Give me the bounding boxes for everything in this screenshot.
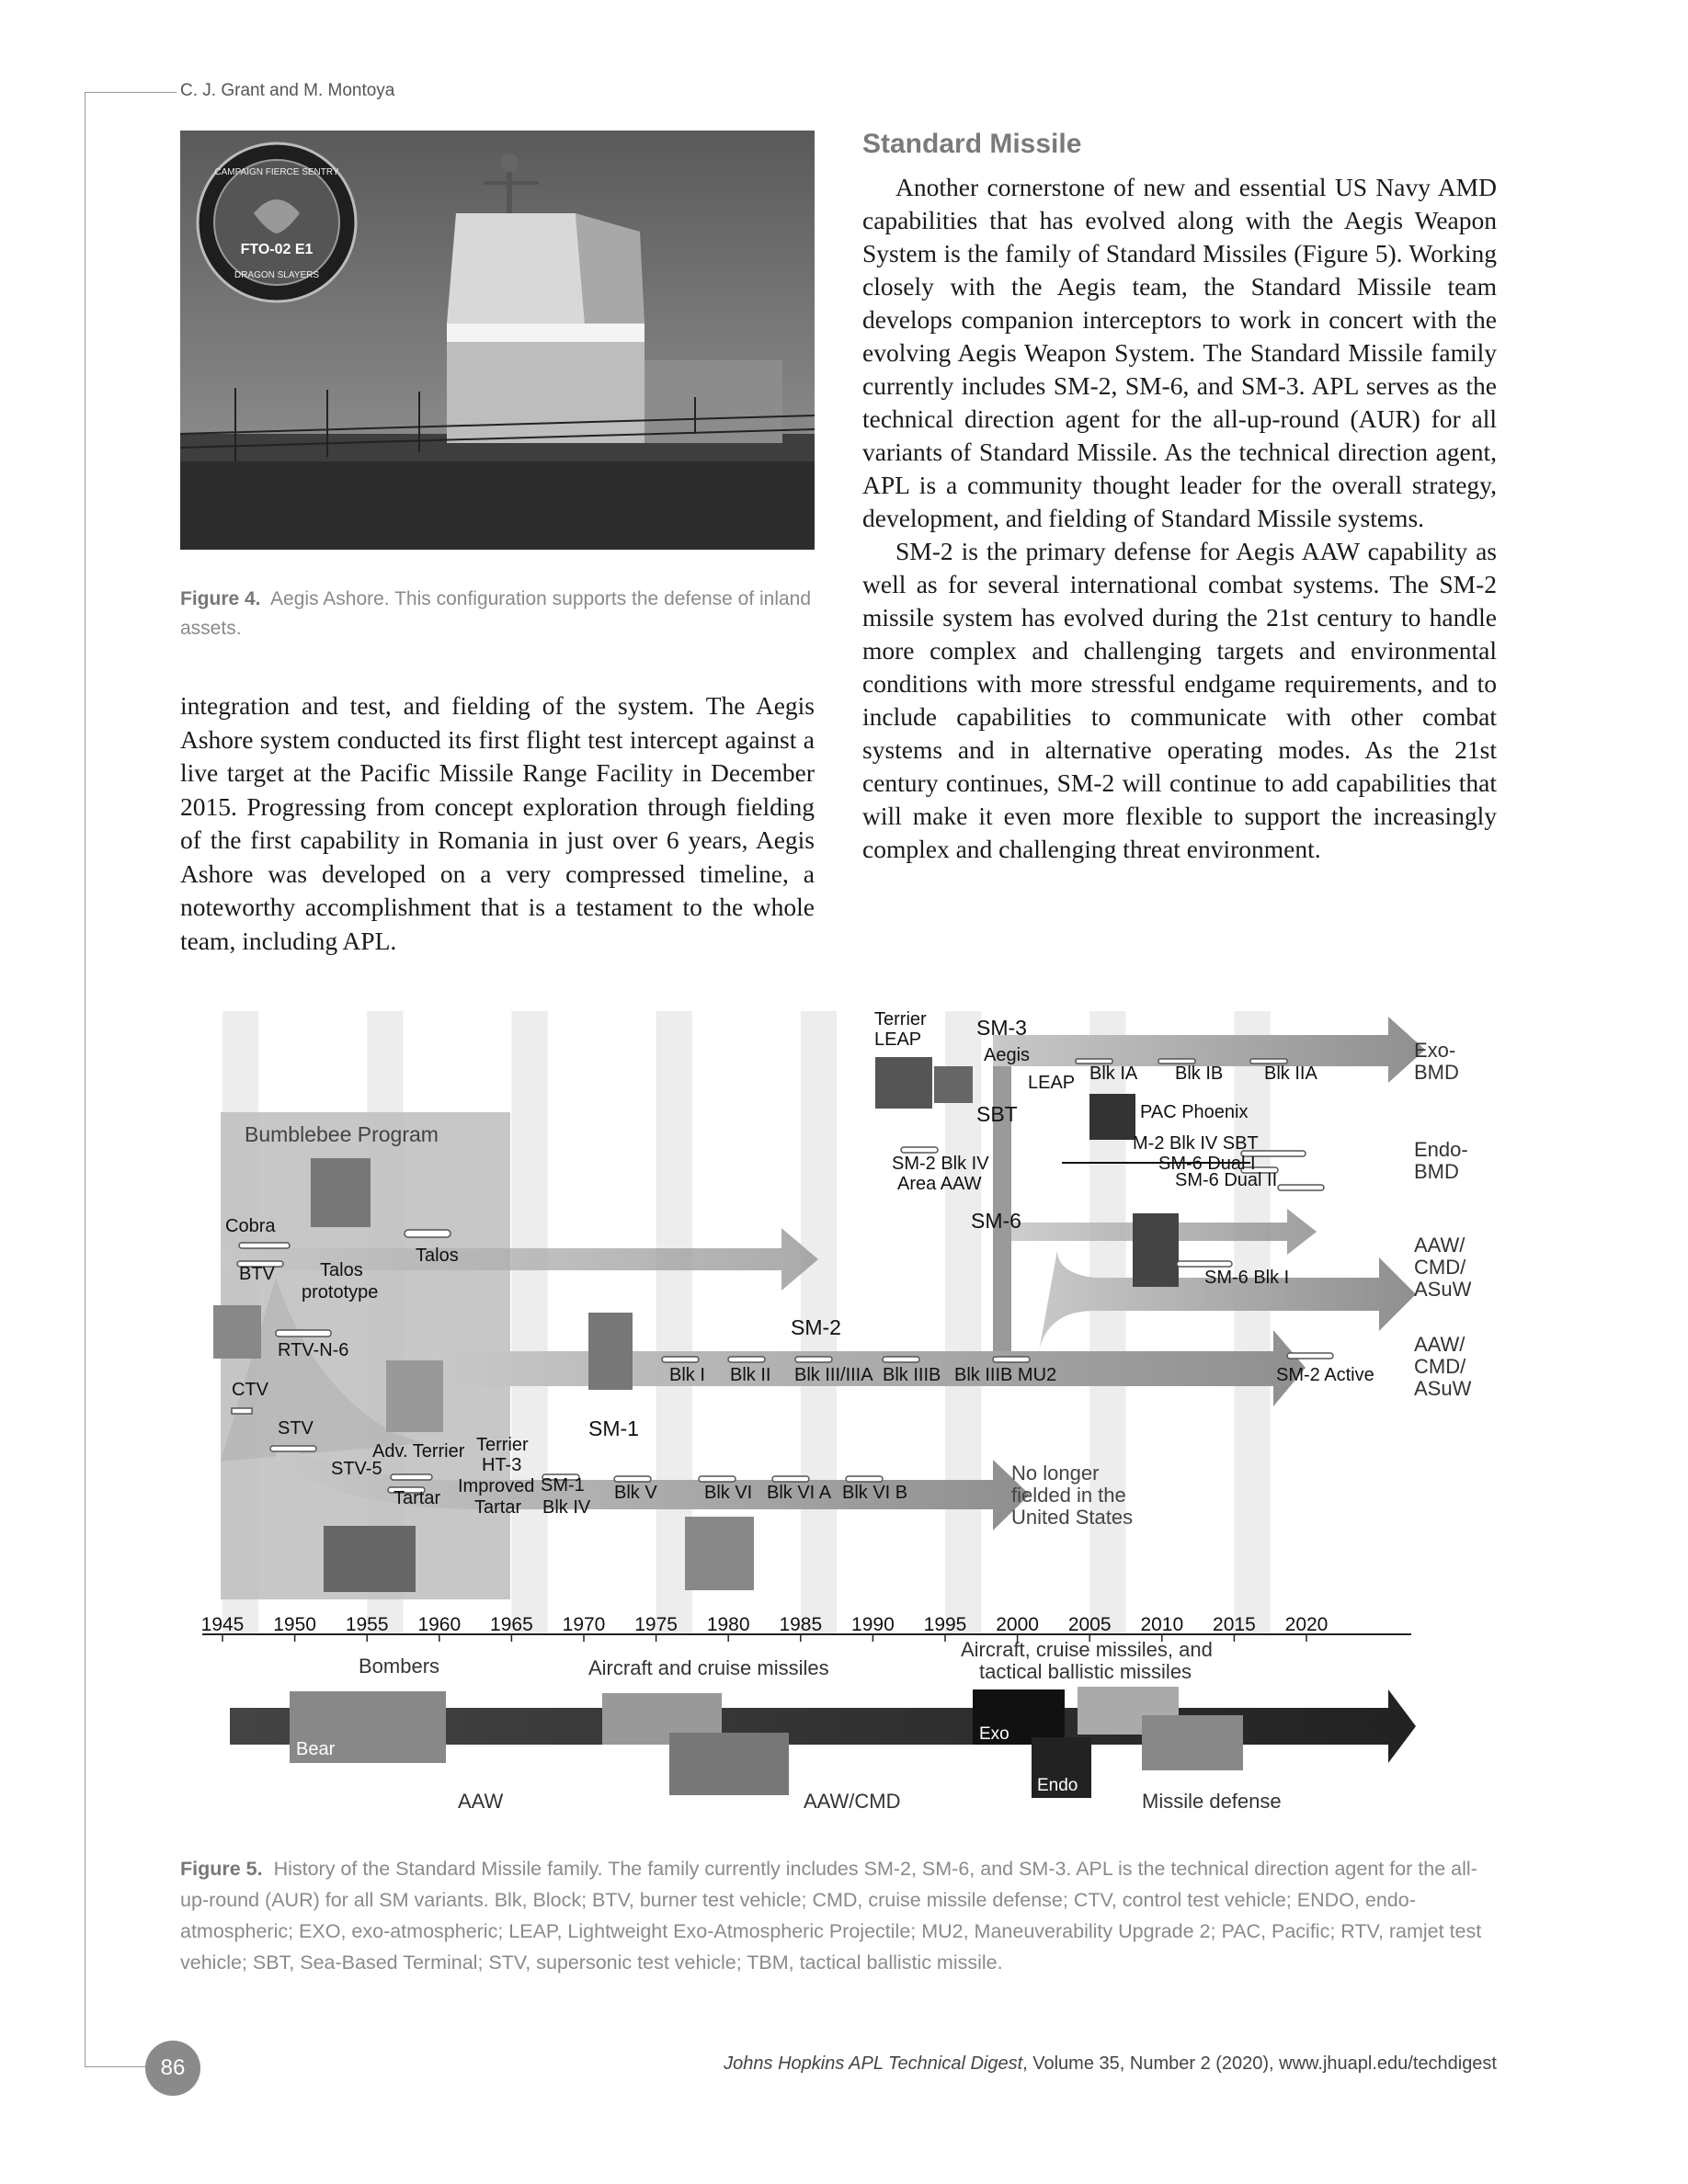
label-cobra: Cobra (225, 1216, 276, 1236)
label-adv-terrier: Adv. Terrier (372, 1441, 465, 1462)
year-label: 1965 (490, 1614, 533, 1635)
label-aaw2-c: ASuW (1414, 1377, 1471, 1400)
label-sm6dual2: SM-6 Dual II (1175, 1170, 1278, 1190)
photo-pac-phoenix (1089, 1094, 1135, 1140)
right-column-text (862, 171, 1497, 866)
label-blk3b: Blk IIIB (883, 1365, 941, 1385)
label-sm2-active: SM-2 Active (1276, 1365, 1374, 1385)
photo-bumblebee (311, 1158, 371, 1227)
label-aaw1-a: AAW/ (1414, 1234, 1466, 1257)
badge-top-text: CAMPAIGN FIERCE SENTRY (214, 167, 339, 177)
label-stv: STV (278, 1418, 314, 1439)
timeline-stripe (511, 1011, 547, 1634)
year-label: 1955 (345, 1614, 389, 1635)
label-bear: Bear (296, 1739, 336, 1759)
figure5-caption-label: Figure 5. (180, 1858, 263, 1880)
running-head-authors: C. J. Grant and M. Montoya (180, 81, 395, 100)
label-stv5: STV-5 (331, 1459, 382, 1479)
label-pac-phoenix: PAC Phoenix (1140, 1102, 1249, 1122)
label-sm2blk4sbt: M-2 Blk IV SBT (1133, 1133, 1259, 1154)
bumblebee-label: Bumblebee Program (245, 1122, 439, 1146)
label-blkia: Blk IA (1089, 1064, 1138, 1084)
label-sm6blk1: SM-6 Blk I (1204, 1268, 1290, 1288)
label-aircraft-tbm-b: tactical ballistic missiles (979, 1660, 1192, 1683)
label-terrier-leap-a: Terrier (874, 1009, 927, 1029)
frame-rule-top (85, 92, 177, 93)
frame-rule-left (85, 92, 86, 2066)
figure4-photo (180, 131, 815, 550)
label-aaw1-b: CMD/ (1414, 1256, 1466, 1279)
label-aaw2-a: AAW/ (1414, 1333, 1466, 1356)
label-aawcmd-bottom: AAW/CMD (804, 1790, 901, 1811)
label-blkib: Blk IB (1175, 1064, 1224, 1084)
label-blk6: Blk VI (704, 1483, 753, 1503)
figure5-caption (180, 1853, 1504, 1978)
photo-terrier-leap (875, 1057, 932, 1109)
footer-details: , Volume 35, Number 2 (2020), www.jhuapl.edu/techdigest (1022, 2053, 1497, 2074)
label-terrier-leap-b: LEAP (874, 1029, 922, 1050)
year-label: 2000 (996, 1614, 1039, 1635)
label-no-longer-a: No longer (1011, 1462, 1100, 1484)
label-btv: BTV (239, 1264, 275, 1284)
label-aircraft-tbm-a: Aircraft, cruise missiles, and (961, 1638, 1213, 1661)
label-bombers: Bombers (359, 1655, 440, 1678)
label-aircraft-cruise: Aircraft and cruise missiles (588, 1656, 829, 1679)
figure5-diagram (184, 1002, 1471, 1811)
page-number: 86 (145, 2041, 200, 2096)
label-improved-tartar-b: Tartar (474, 1497, 522, 1518)
label-sm1: SM-1 (588, 1416, 639, 1440)
badge-mid-text: FTO-02 E1 (240, 242, 314, 257)
left-column-text (180, 689, 815, 958)
label-endo-photo: Endo (1037, 1776, 1078, 1795)
year-label: 1995 (923, 1614, 967, 1635)
label-blk3bmu2: Blk IIIB MU2 (954, 1365, 1057, 1385)
photo-aircraft-3 (1142, 1715, 1243, 1770)
photo-sm1 (588, 1313, 633, 1390)
label-blk5: Blk V (614, 1483, 657, 1503)
label-blk2: Blk II (730, 1365, 771, 1385)
year-label: 2005 (1067, 1614, 1112, 1635)
photo-fighter (669, 1733, 789, 1795)
figure4-caption (180, 585, 824, 643)
year-label: 1960 (417, 1614, 462, 1635)
photo-sm6 (1133, 1213, 1179, 1287)
year-label: 1945 (200, 1614, 245, 1635)
label-terrier-ht3-b: HT-3 (482, 1455, 522, 1475)
figure5-svg (184, 1002, 1471, 1811)
label-blk6a: Blk VI A (767, 1483, 832, 1503)
label-endo-a: Endo- (1414, 1138, 1468, 1161)
figure4-caption-text: Aegis Ashore. This configuration supports the defense of inland assets. (180, 588, 812, 639)
right-paragraph-2: SM-2 is the primary defense for Aegis AAW capability as well as for several international combat systems. The SM-2 missile system has evolved during the 21st century to handle more complex and challenging targets and environmental conditions with more stressful endgame requirements, and to include capabilities to communicate with other combat systems and in alternative operating modes. As the 21st century continues, SM-2 will continue to add capabilities that will make it even more flexible to support the increasingly complex and challenging threat environment. (862, 537, 1497, 863)
label-sm1-blk4-b: Blk IV (542, 1497, 591, 1518)
label-leap: LEAP (1028, 1073, 1076, 1093)
photo-sm1-launch (685, 1517, 754, 1590)
label-rtv: RTV-N-6 (278, 1340, 349, 1360)
label-exo-photo: Exo (979, 1724, 1009, 1744)
label-endo-b: BMD (1414, 1160, 1459, 1183)
year-label: 2010 (1140, 1614, 1184, 1635)
left-paragraph: integration and test, and fielding of the system. The Aegis Ashore system conducted its first flight test intercept against a live target at the Pacific Missile Range Facility in December 2015. Progressing from concept exploration through fielding of the first capability in Romania in just over 6 years, Aegis Ashore was developed on a very compressed timeline, a noteworthy accomplishment that is a testament to the whole team, including APL. (180, 691, 815, 955)
year-label: 1990 (851, 1614, 895, 1635)
photo-aegis-leap (934, 1066, 973, 1103)
year-label: 1975 (634, 1614, 678, 1635)
label-aaw1-c: ASuW (1414, 1278, 1471, 1301)
label-sm6dual1: SM-6 Dual I (1158, 1154, 1256, 1174)
label-improved-tartar-a: Improved (458, 1476, 535, 1496)
photo-tartar (324, 1526, 416, 1592)
label-sm2blk4-area-b: Area AAW (897, 1174, 982, 1194)
label-tartar: Tartar (393, 1488, 441, 1508)
label-talos: Talos (416, 1246, 459, 1266)
label-ctv: CTV (232, 1380, 268, 1400)
label-sm1-blk4-a: SM-1 (541, 1475, 585, 1496)
label-no-longer-b: fielded in the (1011, 1484, 1126, 1507)
label-blk1: Blk I (669, 1365, 705, 1385)
year-label: 2015 (1213, 1614, 1256, 1635)
footer-journal: Johns Hopkins APL Technical Digest (724, 2053, 1023, 2074)
label-exo-b: BMD (1414, 1061, 1459, 1084)
label-aaw2-b: CMD/ (1414, 1355, 1466, 1378)
year-label: 1950 (273, 1614, 316, 1635)
label-exo-a: Exo- (1414, 1039, 1456, 1062)
label-terrier-ht3-a: Terrier (476, 1435, 529, 1455)
section-heading: Standard Missile (862, 129, 1082, 159)
label-aegis: Aegis (984, 1045, 1031, 1065)
label-missile-defense: Missile defense (1142, 1790, 1282, 1811)
label-talos-proto: Talos (320, 1260, 363, 1280)
label-talos-proto2: prototype (302, 1282, 379, 1302)
label-blk3: Blk III/IIIA (794, 1365, 873, 1385)
right-paragraph-1: Another cornerstone of new and essential US Navy AMD capabilities that has evolved along with the Aegis Weapon System is the family of Standard Missiles (Figure 5). Working closely with the Aegis team, the Standard Missile team develops companion interceptors to work in concert with the evolving Aegis Weapon System. The Standard Missile family currently includes SM-2, SM-6, and SM-3. APL serves as the technical direction agent for the all-up-round (AUR) for all variants of Standard Missile. As the technical direction agent, APL is a community thought leader for the overall strategy, development, and fielding of Standard Missile systems. (862, 173, 1497, 532)
label-sm3: SM-3 (976, 1016, 1027, 1040)
label-aaw-bottom: AAW (458, 1790, 504, 1811)
year-label: 1970 (562, 1614, 606, 1635)
figure4-caption-label: Figure 4. (180, 588, 261, 609)
label-sbt: SBT (976, 1102, 1018, 1126)
photo-ctv (213, 1305, 261, 1359)
label-blkiia: Blk IIA (1264, 1064, 1317, 1084)
year-label: 2020 (1284, 1614, 1329, 1635)
label-no-longer-c: United States (1011, 1506, 1134, 1529)
label-blk6b: Blk VI B (842, 1483, 908, 1503)
footer-citation (724, 2053, 1497, 2075)
photo-terrier (386, 1360, 443, 1432)
label-sm2: SM-2 (791, 1315, 841, 1339)
year-label: 1980 (706, 1614, 750, 1635)
badge-bottom-text: DRAGON SLAYERS (234, 270, 320, 280)
label-sm2blk4-area-a: SM-2 Blk IV (892, 1154, 989, 1174)
figure5-caption-text: History of the Standard Missile family. The family currently includes SM-2, SM-6, and SM-3. APL is the technical direction agent for the all-up-round (AUR) for all SM variants. Blk, Block; BTV, burner test vehicle; CMD, cruise missile defense; CTV, control test vehicle; ENDO, endo-atmospheric; EXO, exo-atmospheric; LEAP, Lightweight Exo-Atmospheric Projectile; MU2, Maneuverability Upgrade 2; PAC, Pacific; RTV, ramjet test vehicle; SBT, Sea-Based Terminal; STV, supersonic test vehicle; TBM, tactical ballistic missile. (180, 1858, 1482, 1974)
year-label: 1985 (779, 1614, 823, 1635)
label-sm6: SM-6 (971, 1209, 1021, 1233)
